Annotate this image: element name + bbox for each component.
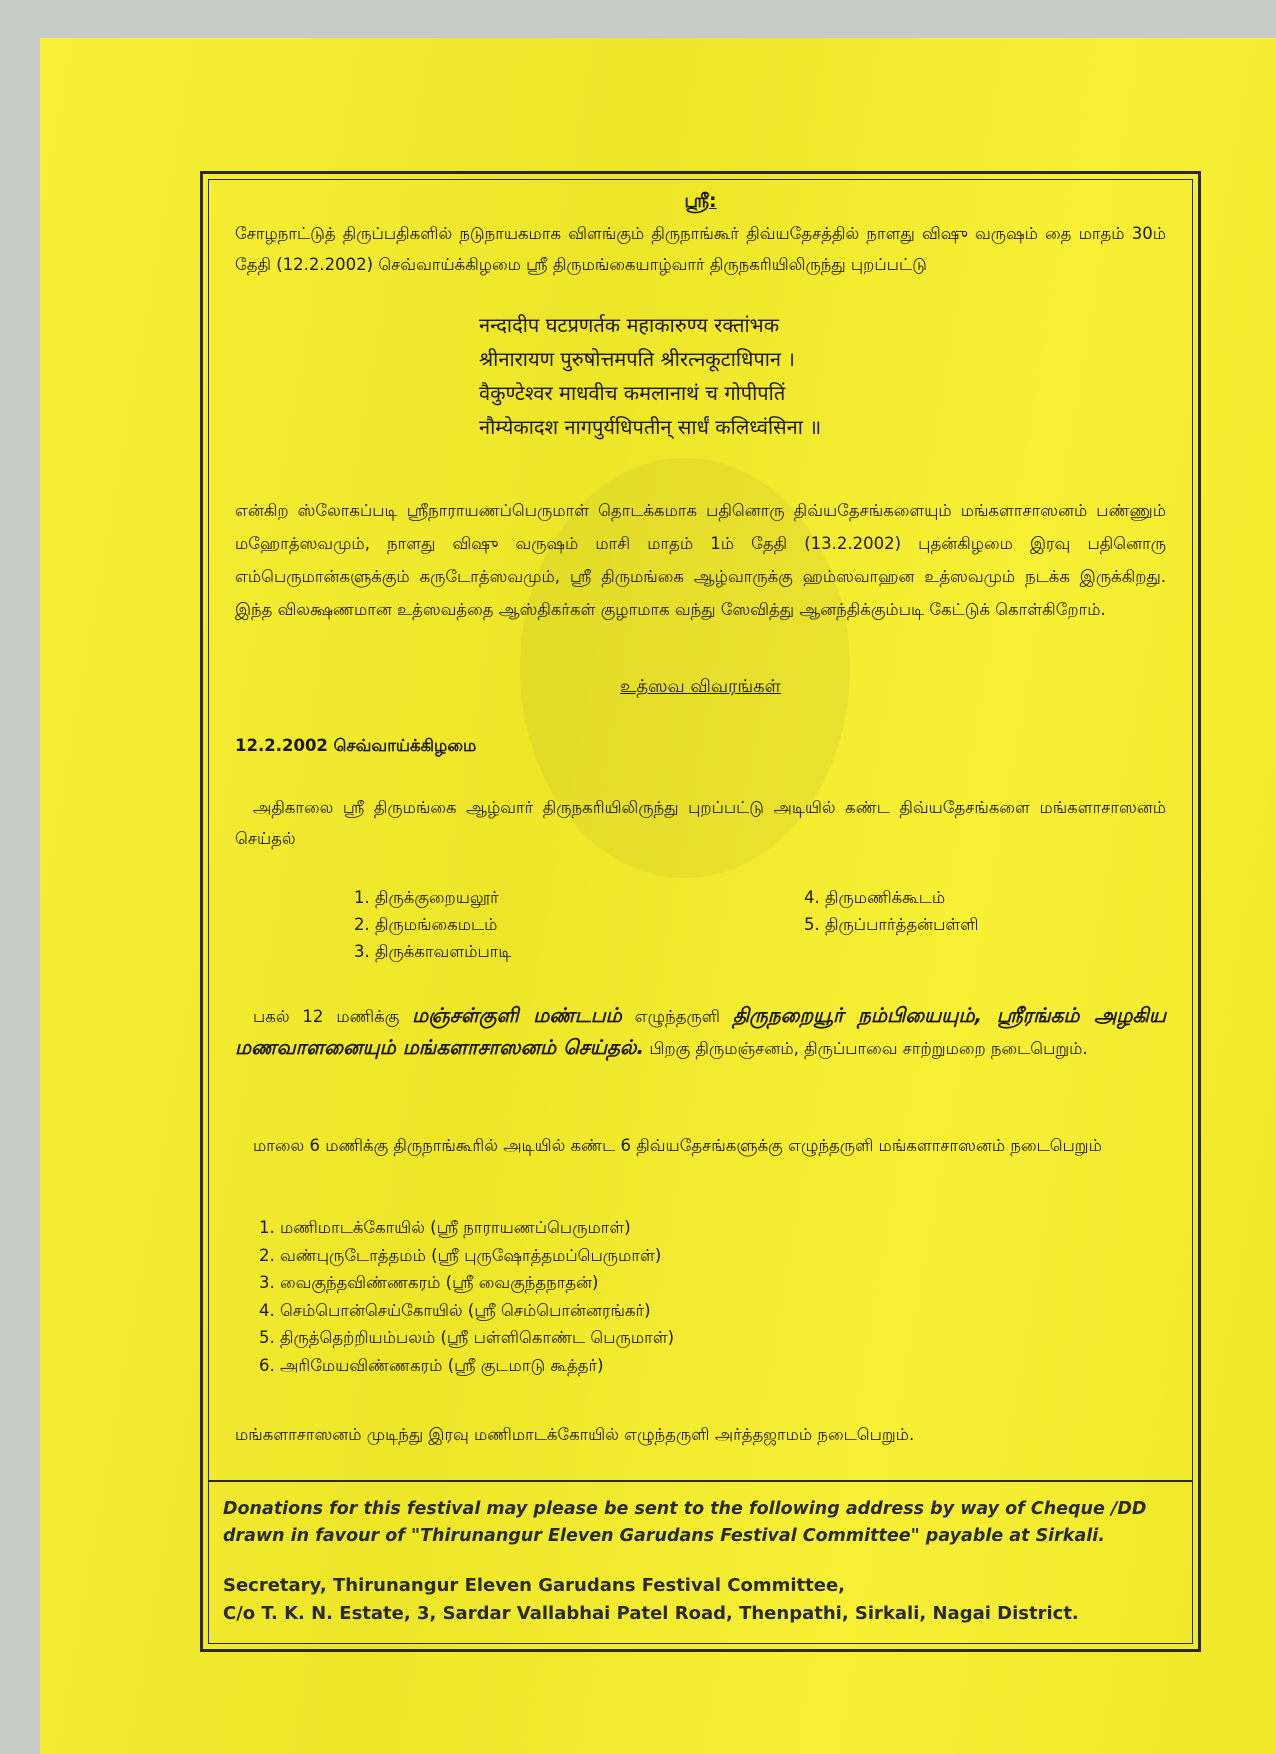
list-item: 3. வைகுந்தவிண்ணகரம் (ஸ்ரீ வைகுந்தநாதன்)	[259, 1273, 599, 1292]
evening-program-text: மாலை 6 மணிக்கு திருநாங்கூரில் அடியில் கண்ட 6 திவ்யதேசங்களுக்கு எழுந்தருளி மங்களாசாஸனம் நடைபெறும்	[253, 1136, 1102, 1155]
committee-address	[223, 1572, 1182, 1628]
list-item: 6. அரிமேயவிண்ணகரம் (ஸ்ரீ குடமாடு கூத்தர்)	[259, 1355, 604, 1375]
festival-details-heading: உத்ஸவ விவரங்கள்	[620, 676, 781, 697]
sloka-line: श्रीनारायण पुरुषोत्तमपति श्रीरत्नकूटाधिपान ।	[479, 347, 795, 371]
address-line: C/o T. K. N. Estate, 3, Sardar Vallabhai Patel Road, Thenpathi, Sirkali, Nagai District.	[223, 1603, 1079, 1624]
document-inner-border	[208, 179, 1193, 1644]
list-item: 1. மணிமாடக்கோயில் (ஸ்ரீ நாராயணப்பெருமாள்)	[259, 1218, 631, 1237]
noon-text-c: எழுந்தருளி	[621, 1007, 733, 1026]
document-frame	[200, 171, 1201, 1652]
festival-description: என்கிற ஸ்லோகப்படி ஸ்ரீநாராயணப்பெருமாள் தொடக்கமாக பதினொரு திவ்யதேசங்களையும் மங்களாசாஸனம் பண்ணும் மஹோத்ஸவமும், நாளது விஷு வருஷம் மாசி மாதம் 1ம் தேதி (13.2.2002) புதன்கிழமை இரவு பதினொரு எம்பெருமான்களுக்கும் கருடோத்ஸவமும், ஸ்ரீ திருமங்கை ஆழ்வாருக்கு ஹம்ஸவாஹன உத்ஸவமும் நடக்க இருக்கிறது. இந்த விலக்ஷணமான உத்ஸவத்தை ஆஸ்திகர்கள் குழாமாக வந்து ஸேவித்து ஆனந்திக்கும்படி கேட்டுக் கொள்கிறோம்.	[235, 501, 1166, 619]
list-item: 4. திருமணிக்கூடம்	[804, 888, 946, 907]
section-divider	[209, 1480, 1192, 1482]
sri-heading: ஸ்ரீ:	[684, 190, 717, 212]
address-line: Secretary, Thirunangur Eleven Garudans Festival Committee,	[223, 1575, 846, 1596]
closing-line: மங்களாசாஸனம் முடிந்து இரவு மணிமாடக்கோயில் எழுந்தருளி அர்த்தஜாமம் நடைபெறும்.	[235, 1425, 915, 1444]
list-item: 1. திருக்குறையலூர்	[354, 888, 499, 907]
list-item: 4. செம்பொன்செய்கோயில் (ஸ்ரீ செம்பொன்னரங்கர்)	[259, 1300, 651, 1320]
donation-line: Donations for this festival may please be sent to the following address by way of Cheque /DD	[223, 1499, 1147, 1519]
noon-program	[235, 1000, 1166, 1064]
sanskrit-sloka	[479, 308, 821, 444]
temple-list-right	[804, 884, 979, 938]
yellow-sheet	[40, 38, 1276, 1754]
list-item: 2. திருமங்கைமடம்	[354, 915, 498, 934]
sloka-line: नन्दादीप घटप्रणर्तक महाकारुण्य रक्तांभक	[479, 313, 780, 337]
morning-program	[235, 792, 1166, 854]
list-item: 2. வண்புருடோத்தமம் (ஸ்ரீ புருஷோத்தமப்பெருமாள்)	[259, 1245, 662, 1265]
date-heading: 12.2.2002 செவ்வாய்க்கிழமை	[235, 736, 477, 755]
noon-text-e: பிறகு திருமஞ்சனம், திருப்பாவை சாற்றுமறை நடைபெறும்.	[644, 1039, 1088, 1058]
evening-program	[235, 1130, 1166, 1161]
intro-paragraph: சோழநாட்டுத் திருப்பதிகளில் நடுநாயகமாக விளங்கும் திருநாங்கூர் திவ்யதேசத்தில் நாளது விஷு வருஷம் தை மாதம் 30ம் தேதி (12.2.2002) செவ்வாய்க்கிழமை ஸ்ரீ திருமங்கையாழ்வார் திருநகரியிலிருந்து புறப்பட்டு	[235, 224, 1166, 274]
noon-text-a: பகல் 12 மணிக்கு	[253, 1007, 413, 1026]
list-item: 3. திருக்காவளம்பாடி	[354, 942, 512, 961]
noon-program-text	[235, 1000, 1166, 1064]
donation-line: drawn in favour of "Thirunangur Eleven Garudans Festival Committee" payable at Sirkali.	[223, 1526, 1105, 1546]
sloka-line: नौम्येकादश नागपुर्यधिपतीन् सार्धं कलिध्वंसिना ॥	[479, 415, 822, 439]
noon-text-b: மஞ்சள்குளி மண்டபம்	[412, 1003, 622, 1027]
list-item: 5. திருத்தெற்றியம்பலம் (ஸ்ரீ பள்ளிகொண்ட பெருமாள்)	[259, 1328, 675, 1347]
temple-list-left	[354, 884, 512, 965]
six-temples-list	[259, 1214, 674, 1379]
sloka-line: वैकुण्टेश्वर माधवीच कमलानाथं च गोपीपतिं	[479, 381, 786, 405]
noon-text-d: திருநறையூர் நம்பியையும், ஸ்ரீரங்கம் அழகிய மணவாளனையும் மங்களாசாஸனம் செய்தல்.	[235, 1003, 1166, 1059]
donation-note	[223, 1496, 1172, 1550]
morning-program-text: அதிகாலை ஸ்ரீ திருமங்கை ஆழ்வார் திருநகரியிலிருந்து புறப்பட்டு அடியில் கண்ட திவ்யதேசங்களை மங்களாசாஸனம் செய்தல்	[235, 798, 1166, 848]
list-item: 5. திருப்பார்த்தன்பள்ளி	[804, 915, 979, 934]
